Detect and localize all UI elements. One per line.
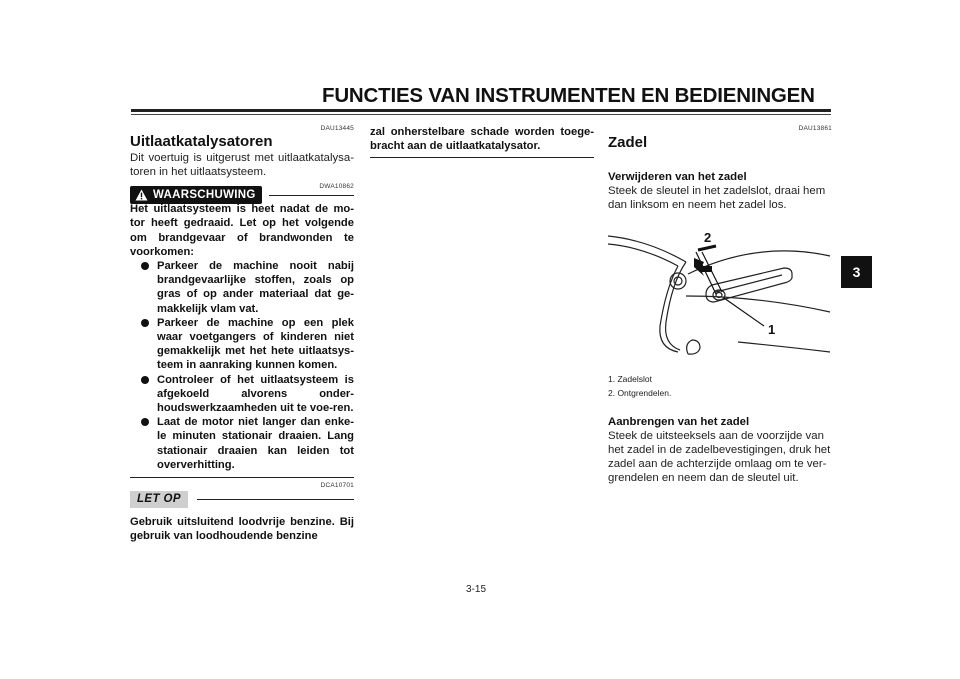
install-seat-title: Aanbrengen van het zadel (608, 416, 750, 429)
bullet-icon (141, 262, 149, 270)
middle-column (370, 125, 594, 158)
section-title-catalysts: Uitlaatkatalysatoren (130, 133, 273, 150)
remove-seat-title: Verwijderen van het zadel (608, 171, 747, 183)
figure-label-2: 2 (704, 230, 712, 246)
bullet-icon (141, 418, 149, 426)
bullet-icon (141, 376, 149, 384)
figure-captions (608, 372, 832, 400)
warning-end-rule (130, 477, 354, 478)
figure-label-1: 1 (768, 322, 776, 338)
right-column (608, 125, 832, 486)
left-column (130, 125, 354, 543)
section-code: DAU13861 (798, 125, 832, 132)
install-seat-text: Steek de uitsteeksels aan de voorzijde van het zadel in de zadelbevestigingen, druk het zadel aan de achterzijde omlaag om te ver-grendelen en neem dan de sleutel uit. (608, 430, 831, 485)
section-title-seat: Zadel (608, 134, 648, 151)
page-header-title: FUNCTIES VAN INSTRUMENTEN EN BEDIENINGEN (322, 84, 815, 107)
caution-text: Gebruik uitsluitend loodvrije benzine. Bij gebruik van loodhoudende benzine (130, 516, 354, 543)
remove-seat-text: Steek de sleutel in het zadelslot, draai hem dan linksom en neem het zadel los. (608, 185, 826, 212)
list-item: Controleer of het uitlaatsysteem is afgekoeld alvorens onder-houdswerkzaamheden uit te voe-ren. (138, 373, 354, 416)
caution-code: DCA10701 (320, 482, 354, 490)
caution-badge: LET OP (130, 491, 188, 508)
warning-bullet-list (138, 259, 354, 472)
caution-end-rule (370, 157, 594, 158)
caption-seat-lock: 1. Zadelslot (608, 374, 652, 385)
caption-unlock: 2. Ontgrendelen. (608, 388, 672, 399)
list-item: Laat de motor niet langer dan enke-le minuten stationair draaien. Lang stationair draaien kan leiden tot oververhitting. (138, 415, 354, 472)
header-rule (131, 109, 831, 112)
seat-lock-illustration (608, 222, 832, 357)
warning-code: DWA10862 (319, 183, 354, 191)
warning-triangle-icon (135, 189, 148, 201)
chapter-tab: 3 (841, 256, 872, 288)
warning-rule (269, 195, 354, 196)
caution-header (130, 489, 354, 509)
header-rule-thin (131, 114, 831, 115)
caution-rule (197, 499, 354, 500)
warning-label: WAARSCHUWING (153, 189, 256, 202)
list-item: Parkeer de machine nooit nabij brandgevaarlijke stoffen, zoals op gras of op ander materiaal dat ge-makkelijk vlam vat. (138, 259, 354, 316)
section-code: DAU13445 (320, 125, 354, 132)
page-number: 3-15 (466, 584, 487, 595)
warning-text: Het uitlaatsysteem is heet nadat de mo-tor heeft gedraaid. Let op het volgende om brandgevaar of brandwonden te voorkomen: (130, 203, 354, 258)
list-item: Parkeer de machine op een plek waar voetgangers of kinderen niet gemakkelijk met het hete uitlaatsys-teem in aanraking kunnen komen. (138, 316, 354, 373)
bullet-icon (141, 319, 149, 327)
caution-text-continued: zal onherstelbare schade worden toege-bracht aan de uitlaatkatalysator. (370, 126, 594, 153)
catalyst-intro-text: Dit voertuig is uitgerust met uitlaatkatalysa-toren in het uitlaatsysteem. (130, 152, 354, 179)
